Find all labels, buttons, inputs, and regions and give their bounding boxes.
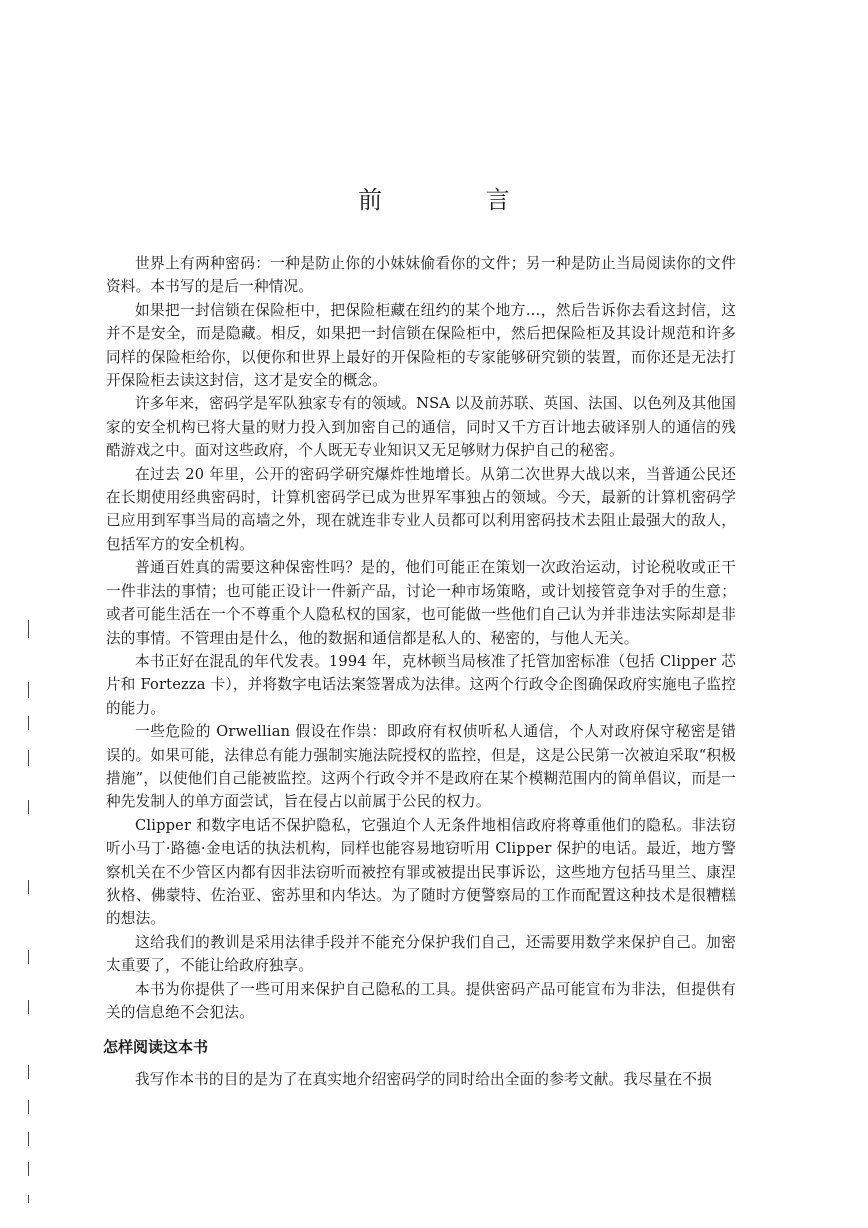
margin-mark — [28, 1132, 29, 1146]
margin-mark — [28, 1162, 29, 1176]
margin-mark — [28, 800, 29, 814]
margin-mark — [28, 682, 29, 698]
paragraph: 本书为你提供了一些可用来保护自己隐私的工具。提供密码产品可能宣布为非法，但提供有关的信息绝不会犯法。 — [106, 980, 736, 1021]
section-heading: 怎样阅读这本书 — [103, 1038, 209, 1057]
paragraph: 如果把一封信锁在保险柜中，把保险柜藏在纽约的某个地方…，然后告诉你去看这封信，这并不是安全，而是隐藏。相反，如果把一封信锁在保险柜中，然后把保险柜及其设计规范和许多同样的保险柜给你，以便你和世界上最好的开保险柜的专家能够研究锁的装置，而你还是无法打开保险柜去读这封信，这才是安全的概念。 — [106, 301, 736, 390]
paragraph: 本书正好在混乱的年代发表。1994 年，克林顿当局核准了托管加密标准（包括 Clipper 芯片和 Fortezza 卡），并将数字电话法案签署成为法律。这两个行政令企图确保政府实施电子监控的能力。 — [106, 652, 736, 717]
margin-mark — [28, 1100, 29, 1114]
paragraph: 世界上有两种密码：一种是防止你的小妹妹偷看你的文件；另一种是防止当局阅读你的文件资料。本书写的是后一种情况。 — [106, 255, 736, 296]
paragraph: 许多年来，密码学是军队独家专有的领域。NSA 以及前苏联、英国、法国、以色列及其他国家的安全机构已将大量的财力投入到加密自己的通信，同时又千方百计地去破译别人的通信的残酷游戏之中。面对这些政府，个人既无专业知识又无足够财力保护自己的秘密。 — [106, 395, 736, 460]
paragraph: Clipper 和数字电话不保护隐私，它强迫个人无条件地相信政府将尊重他们的隐私。非法窃听小马丁·路德·金电话的执法机构，同样也能容易地窃听用 Clipper 保护的电话。最近，地方警察机关在不少管区内都有因非法窃听而被控有罪或被提出民事诉讼，这些地方包括马里兰、康涅狄格、佛蒙特、佐治亚、密苏里和内华达。为了随时方便警察局的工作而配置这种技术是很糟糕的想法。 — [106, 816, 736, 928]
paragraph: 一些危险的 Orwellian 假设在作祟：即政府有权侦听私人通信，个人对政府保守秘密是错误的。如果可能，法律总有能力强制实施法院授权的监控，但是，这是公民第一次被迫采取“积极措施”，以使他们自己能被监控。这两个行政令并不是政府在某个模糊范围内的简单倡议，而是一种先发制人的单方面尝试，旨在侵占以前属于公民的权力。 — [106, 723, 736, 811]
margin-mark — [28, 1000, 29, 1014]
page-title: 前 言 — [358, 186, 558, 214]
margin-mark — [28, 750, 29, 766]
margin-mark — [28, 1065, 29, 1079]
paragraph: 普通百姓真的需要这种保密性吗？是的，他们可能正在策划一次政治运动，讨论税收或正干一件非法的事情；也可能正设计一件新产品，讨论一种市场策略，或计划接管竞争对手的生意；或者可能生活在一个不尊重个人隐私权的国家，也可能做一些他们自己认为并非违法实际却是非法的事情。不管理由是什么，他的数据和通信都是私人的、秘密的，与他人无关。 — [106, 559, 736, 647]
margin-mark — [28, 1195, 29, 1203]
margin-mark — [28, 620, 29, 638]
paragraph: 这给我们的教训是采用法律手段并不能充分保护我们自己，还需要用数学来保护自己。加密太重要了，不能让给政府独享。 — [106, 933, 736, 975]
paragraph: 我写作本书的目的是为了在真实地介绍密码学的同时给出全面的参考文献。我尽量在不损 — [135, 1071, 712, 1089]
margin-mark — [28, 716, 29, 730]
margin-mark — [28, 880, 29, 894]
body-text — [103, 252, 736, 1092]
paragraph: 在过去 20 年里，公开的密码学研究爆炸性地增长。从第二次世界大战以来，当普通公民还在长期使用经典密码时，计算机密码学已成为世界军事独占的领域。今天，最新的计算机密码学已应用到军事当局的高墙之外，现在就连非专业人员都可以利用密码技术去阻止最强大的敌人，包括军方的安全机构。 — [106, 465, 736, 553]
margin-mark — [28, 950, 29, 964]
scan-margin-marks — [28, 620, 32, 1220]
